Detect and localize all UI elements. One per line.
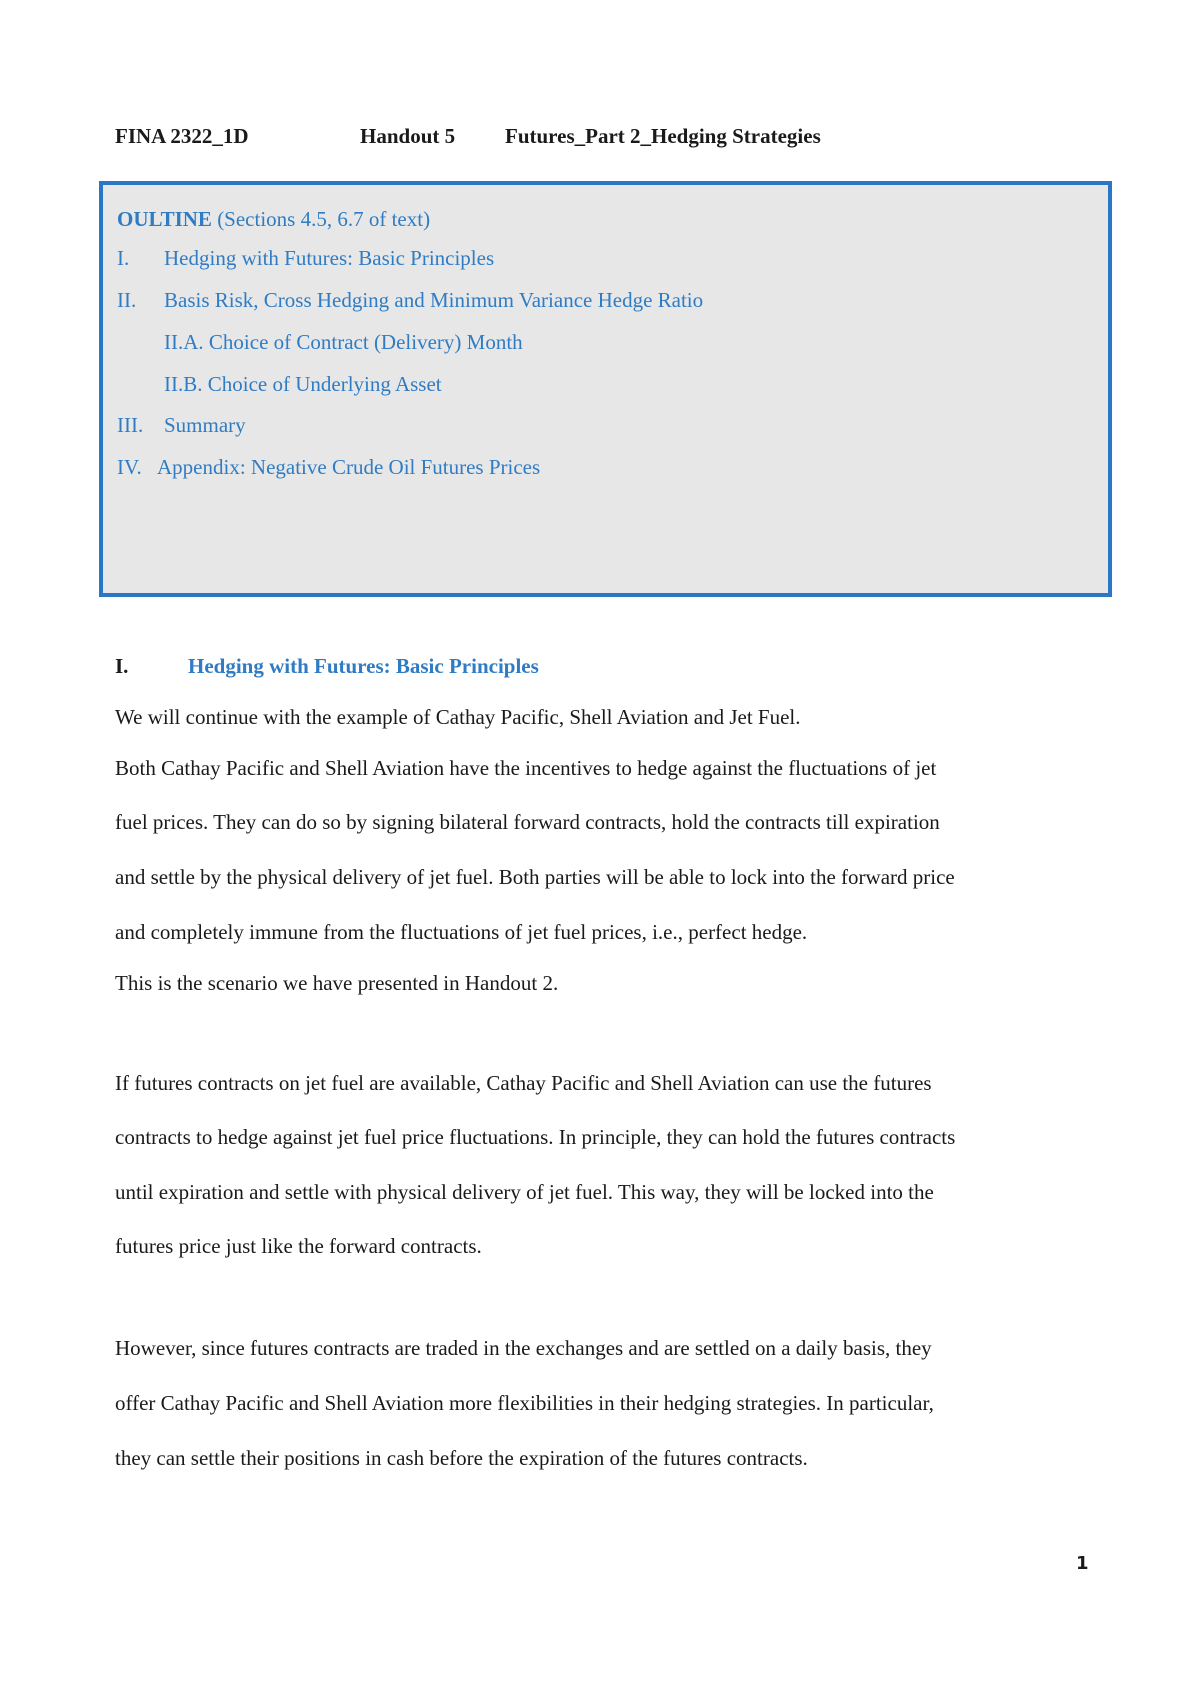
outline-title-note: (Sections 4.5, 6.7 of text) bbox=[217, 207, 431, 231]
body-line: This is the scenario we have presented in Handout 2. bbox=[115, 971, 559, 995]
body-line: until expiration and settle with physical delivery of jet fuel. This way, they will be locked into the bbox=[115, 1180, 934, 1204]
outline-subitem-2b bbox=[164, 372, 442, 397]
body-line: and settle by the physical delivery of jet fuel. Both parties will be able to lock into the forward price bbox=[115, 865, 955, 889]
outline-item-text: Hedging with Futures: Basic Principles bbox=[164, 246, 495, 270]
body-line: If futures contracts on jet fuel are available, Cathay Pacific and Shell Aviation can use the futures bbox=[115, 1071, 932, 1095]
body-line: fuel prices. They can do so by signing bilateral forward contracts, hold the contracts till expiration bbox=[115, 810, 940, 834]
header-course: FINA 2322_1D bbox=[115, 124, 249, 148]
outline-item-text: Summary bbox=[164, 413, 246, 437]
outline-subitem-2a bbox=[164, 330, 523, 355]
outline-item-number: II. bbox=[117, 288, 137, 312]
body-line: We will continue with the example of Cathay Pacific, Shell Aviation and Jet Fuel. bbox=[115, 705, 801, 729]
outline-item-text: Basis Risk, Cross Hedging and Minimum Variance Hedge Ratio bbox=[164, 288, 704, 312]
page-number: 1 bbox=[1076, 1553, 1089, 1574]
body-line: contracts to hedge against jet fuel price fluctuations. In principle, they can hold the futures contracts bbox=[115, 1125, 956, 1149]
outline-subitem-text: II.A. Choice of Contract (Delivery) Month bbox=[164, 330, 523, 354]
body-line: futures price just like the forward contracts. bbox=[115, 1234, 482, 1258]
body-line: and completely immune from the fluctuations of jet fuel prices, i.e., perfect hedge. bbox=[115, 920, 808, 944]
body-line: Both Cathay Pacific and Shell Aviation have the incentives to hedge against the fluctuations of jet bbox=[115, 756, 937, 780]
body-line: they can settle their positions in cash before the expiration of the futures contracts. bbox=[115, 1446, 808, 1470]
outline-item-number: I. bbox=[117, 246, 130, 270]
section-number: I. bbox=[115, 654, 129, 678]
outline-item-number: IV. bbox=[117, 455, 142, 479]
outline-item-4 bbox=[117, 455, 1017, 485]
header-topic: Futures_Part 2_Hedging Strategies bbox=[505, 124, 821, 148]
outline-title: OULTINE bbox=[117, 207, 212, 231]
body-line: However, since futures contracts are traded in the exchanges and are settled on a daily basis, they bbox=[115, 1336, 932, 1360]
outline-subitem-text: II.B. Choice of Underlying Asset bbox=[164, 372, 442, 396]
outline-item-1 bbox=[117, 246, 1017, 276]
outline-item-3 bbox=[117, 413, 1017, 443]
section-title: Hedging with Futures: Basic Principles bbox=[188, 654, 539, 678]
outline-item-number: III. bbox=[117, 413, 144, 437]
outline-item-2 bbox=[117, 288, 1017, 318]
outline-box bbox=[99, 181, 1112, 597]
outline-item-text: Appendix: Negative Crude Oil Futures Prices bbox=[157, 455, 541, 479]
outline-heading bbox=[117, 207, 430, 232]
header-handout: Handout 5 bbox=[360, 124, 456, 148]
body-line: offer Cathay Pacific and Shell Aviation more flexibilities in their hedging strategies. In particular, bbox=[115, 1391, 934, 1415]
